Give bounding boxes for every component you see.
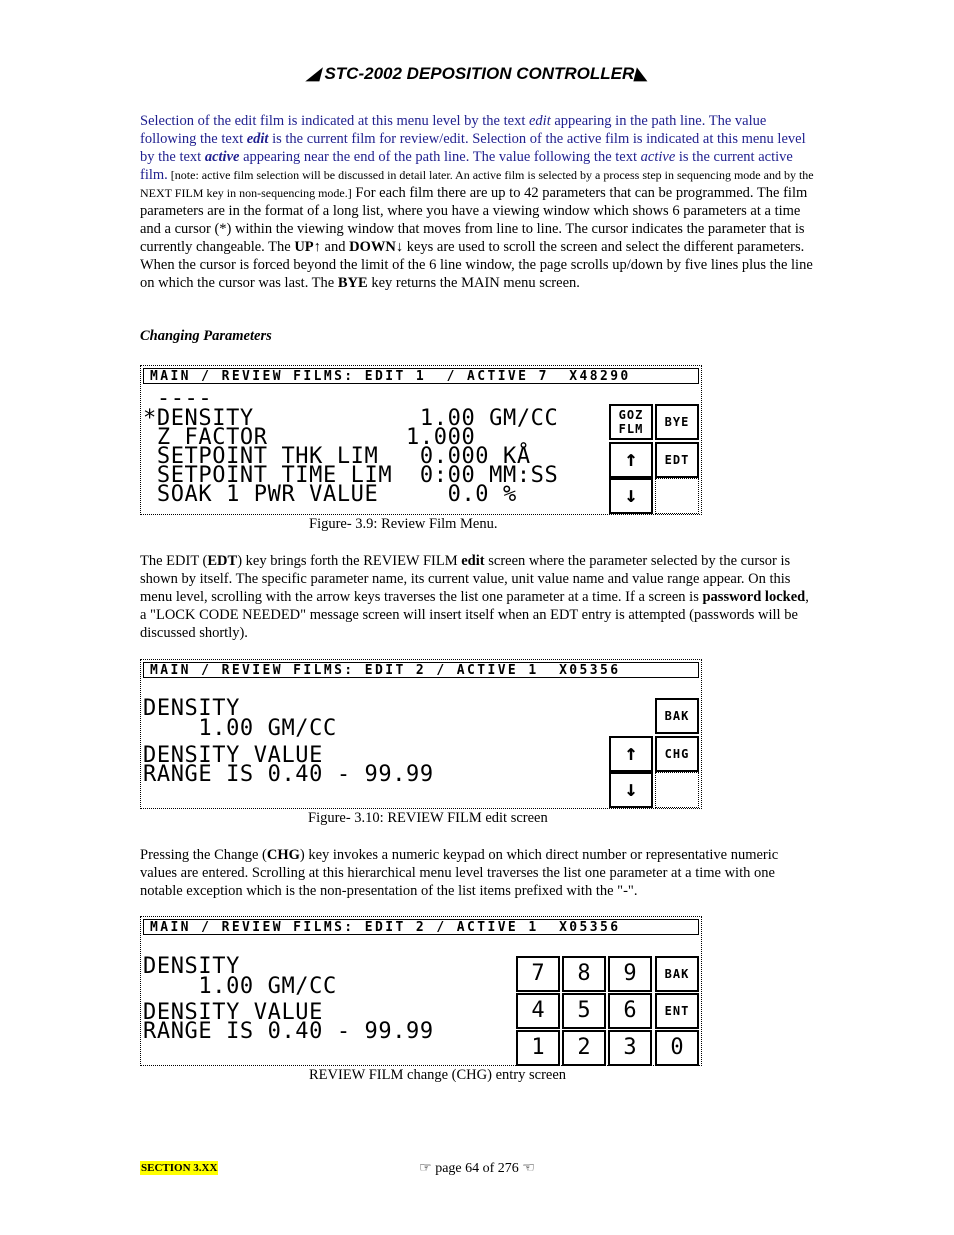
intro-text: Selection of the edit film is indicated at this menu level by the text edit appearing in the path line. The value following the text edit is the current film for review/edit. Selection of the active film is indicated at this menu level by the text active appearing near the end of the path line. The value following the text active is the current active film.: [140, 113, 806, 183]
down-arrow-button[interactable]: ↓: [609, 478, 653, 514]
section-label: SECTION 3.XX: [141, 1162, 218, 1174]
param-line-5: SOAK 1 PWR VALUE 0.0 %: [143, 482, 517, 507]
intro-note: [note: active film selection will be discussed in detail later. An active film is selected by a process step in sequencing mode and by the NEXT FILM key in non-sequencing mode.]: [140, 168, 814, 200]
keypad-4[interactable]: 4: [516, 993, 560, 1029]
review-film-edit-screen: [140, 659, 702, 809]
change-paragraph: Pressing the Change (CHG) key invokes a numeric keypad on which direct number or representative numeric values are entered. Scrolling at this hierarchical menu level traverses the list one parameter at a time with one notable exception which is the non-presentation of the list items prefixed with the "-".: [140, 847, 779, 899]
param-range: RANGE IS 0.40 - 99.99: [143, 1019, 434, 1044]
edit-paragraph: The EDIT (EDT) key brings forth the REVIEW FILM edit screen where the parameter selected by the cursor is shown by itself. The specific parameter name, its current value, unit value name and value range appear. On this menu level, scrolling with the arrow keys traverses the list one parameter at a time. If a screen is password locked, a "LOCK CODE NEEDED" message screen will insert itself when an EDT entry is attempted (passwords will be discussed shortly).: [140, 553, 809, 641]
figure-caption-3-10: Figure- 3.10: REVIEW FILM edit screen: [308, 810, 548, 826]
path-line: MAIN / REVIEW FILMS: EDIT 1 / ACTIVE 7 X48290: [143, 368, 699, 384]
param-name: DENSITY: [143, 954, 240, 979]
param-line-0: ----: [143, 386, 213, 411]
intro-body: For each film there are up to 42 parameters that can be programmed. The film parameters are in the format of a long list, where you have a viewing window which shows 6 parameters at a time and a cursor (*) within the viewing window that moves from line to line. The cursor indicates the parameter that is currently changeable. The UP↑ and DOWN↓ keys are used to scroll the screen and select the different parameters. When the cursor is forced beyond the limit of the 6 line window, the page scrolls up/down by five lines plus the line on which the cursor was last. The BYE key returns the MAIN menu screen.: [140, 185, 813, 291]
keypad-7[interactable]: 7: [516, 956, 560, 992]
edt-button[interactable]: EDT: [655, 442, 699, 478]
figure-caption-chg: REVIEW FILM change (CHG) entry screen: [309, 1067, 567, 1083]
param-line-2: Z FACTOR 1.000: [143, 425, 476, 450]
up-arrow-button[interactable]: ↑: [609, 442, 653, 478]
page-header: [0, 64, 954, 84]
keypad-9[interactable]: 9: [608, 956, 652, 992]
keypad-ent[interactable]: ENT: [655, 993, 699, 1029]
down-arrow-button[interactable]: ↓: [609, 772, 653, 808]
param-line-3: SETPOINT THK LIM 0.000 KÅ: [143, 444, 531, 469]
param-name: DENSITY: [143, 696, 240, 721]
review-film-menu-screen: [140, 365, 702, 515]
keypad-6[interactable]: 6: [608, 993, 652, 1029]
goto-film-button[interactable]: GOZ FLM: [609, 404, 653, 440]
param-line-1: *DENSITY 1.00 GM/CC: [143, 406, 559, 431]
blank-key: [655, 772, 699, 808]
param-value-label: DENSITY VALUE: [143, 743, 323, 768]
keypad-2[interactable]: 2: [562, 1030, 606, 1066]
param-line-4: SETPOINT TIME LIM 0:00 MM:SS: [143, 463, 559, 488]
path-line: MAIN / REVIEW FILMS: EDIT 2 / ACTIVE 1 X05356: [143, 662, 699, 678]
keypad-3[interactable]: 3: [608, 1030, 652, 1066]
keypad-8[interactable]: 8: [562, 956, 606, 992]
param-value: 1.00 GM/CC: [143, 716, 337, 741]
changing-parameters-heading: Changing Parameters: [140, 328, 272, 344]
path-line: MAIN / REVIEW FILMS: EDIT 2 / ACTIVE 1 X05356: [143, 919, 699, 935]
up-arrow-button[interactable]: ↑: [609, 736, 653, 772]
header-right-glyph: ◣: [634, 64, 648, 83]
page-number: ☞ page 64 of 276 ☜: [419, 1161, 535, 1176]
param-value-label: DENSITY VALUE: [143, 1000, 323, 1025]
keypad-bak[interactable]: BAK: [655, 956, 699, 992]
review-film-change-entry-screen: [140, 916, 702, 1066]
header-left-glyph: ◢: [306, 64, 320, 83]
bye-button[interactable]: BYE: [655, 404, 699, 440]
keypad-0[interactable]: 0: [655, 1030, 699, 1066]
bak-button[interactable]: BAK: [655, 698, 699, 734]
blank-key: [655, 478, 699, 514]
chg-button[interactable]: CHG: [655, 736, 699, 772]
figure-caption-3-9: Figure- 3.9: Review Film Menu.: [309, 516, 498, 532]
header-title: STC-2002 DEPOSITION CONTROLLER: [324, 64, 635, 83]
param-range: RANGE IS 0.40 - 99.99: [143, 762, 434, 787]
intro-paragraph: [140, 112, 816, 292]
keypad-5[interactable]: 5: [562, 993, 606, 1029]
param-value: 1.00 GM/CC: [143, 974, 337, 999]
keypad-1[interactable]: 1: [516, 1030, 560, 1066]
